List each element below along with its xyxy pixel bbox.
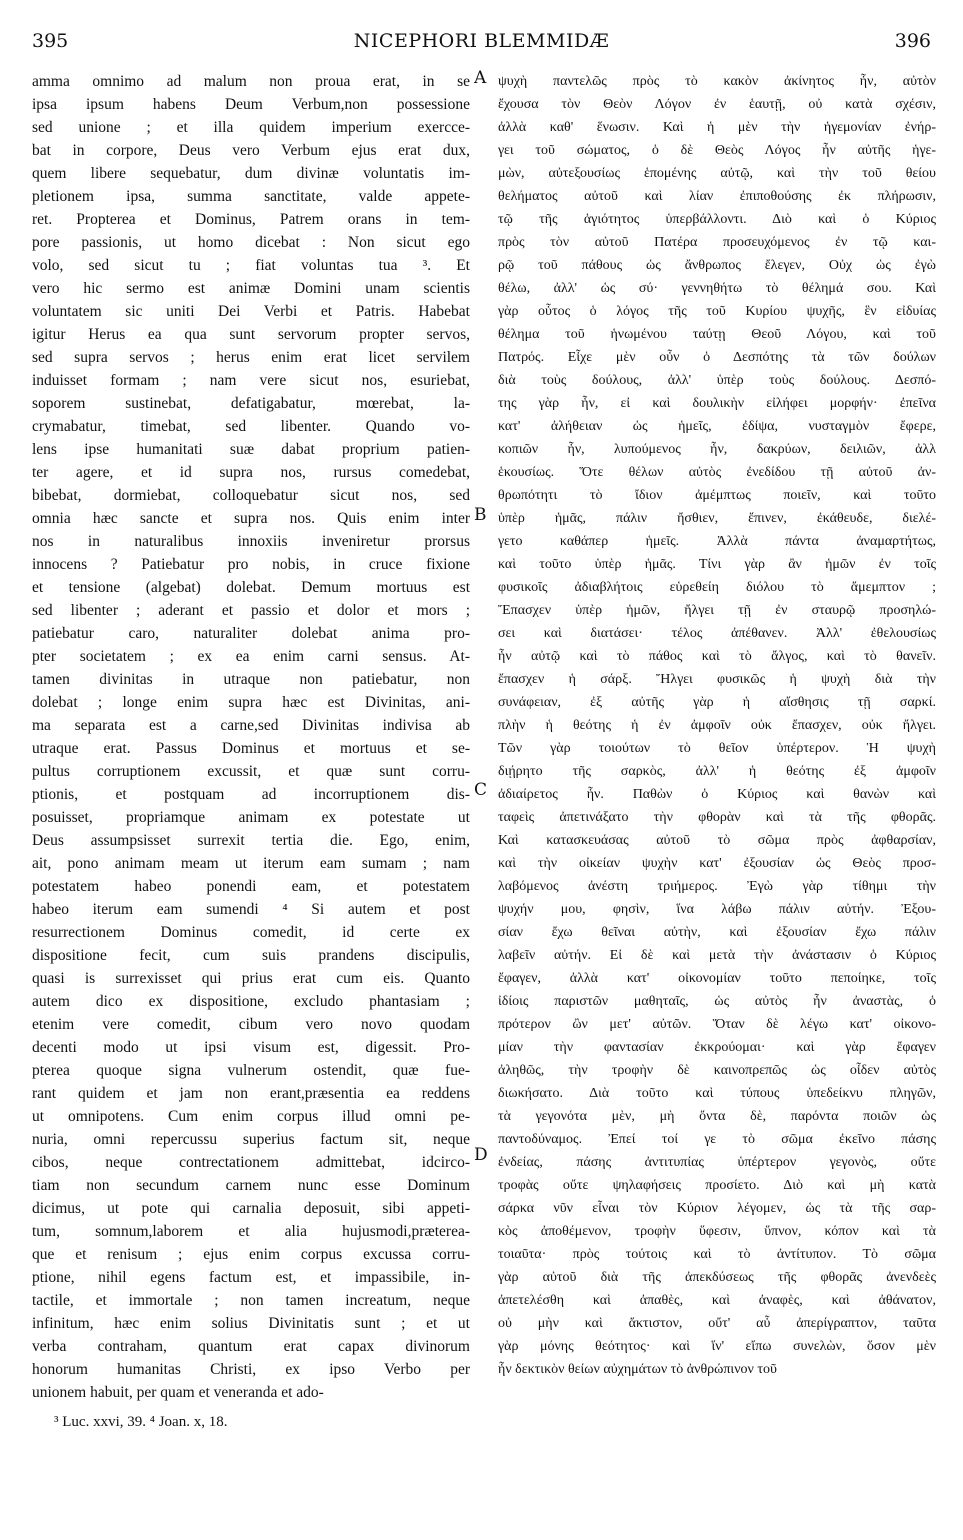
greek-text-line: διωκήσατο. Διὰ τοῦτο καὶ τύπους ὑπεδείκνυ πληγῶν, — [498, 1086, 936, 1101]
greek-text-line: καὶ τὴν οἰκείαν ψυχὴν κατ' ἐξουσίαν ὡς Θεὸς προσ- — [498, 856, 936, 871]
greek-text-line: ἀπετελέσθη καὶ ἀπαθὲς, καὶ ἀναφὲς, καὶ ἀθάνατον, — [498, 1293, 936, 1308]
latin-text-line: honorum humanitas Christi, ex ipso Verbo per — [32, 1361, 470, 1378]
greek-text-line: σίαν ἔχω θεῖναι αὐτὴν, καὶ ἐξουσίαν ἔχω πάλιν — [498, 925, 936, 940]
greek-text-line: σει καὶ διατάσει· τέλος ἀπέθανεν. Ἀλλ' ἐθελουσίως — [498, 626, 936, 641]
greek-text-line: Τῶν γὰρ τοιούτων τὸ θεῖον ὑπέρτερον. Ἡ ψυχὴ — [498, 741, 936, 756]
latin-text-line: quasi is surrexisset qui prius erat cum eis. Quanto — [32, 970, 470, 987]
section-marker-a: A — [474, 68, 487, 88]
running-title: NICEPHORI BLEMMIDÆ — [353, 30, 610, 52]
greek-text-line: ἔφαγεν, ἀλλὰ κατ' οἰκονομίαν τοῦτο πεποίηκε, τοῖς — [498, 971, 936, 986]
latin-text-line: tiam non secundum carnem nunc esse Dominum — [32, 1177, 470, 1194]
latin-text-line: autem dico ex dispositione, excludo phantasiam ; — [32, 993, 470, 1010]
latin-text-line: Deus assumpsisset surrexit tertia die. Ego, enim, — [32, 832, 470, 849]
latin-text-line: et tensione (algebat) dolebat. Demum mortuus est — [32, 579, 470, 596]
greek-text-line: Πατρός. Εἶχε μὲν οὖν ὁ Δεσπότης τὰ τῶν δούλων — [498, 350, 936, 365]
greek-text-line: κατ' ἀλήθειαν ὡς ἡμεῖς, ἐδίψα, νυσταγμὸν ἔφερε, — [498, 419, 936, 434]
latin-text-line: dicimus, ut pote qui carnalia deposuit, sibi appeti- — [32, 1200, 470, 1217]
latin-text-line: pultus corruptionem excussit, et quæ sunt corru- — [32, 763, 470, 780]
greek-text-line: διὰ τοὺς δούλους, ἀλλ' ὑπὲρ τοὺς δούλους. Δεσπό- — [498, 373, 936, 388]
latin-text-line: bibebat, dormiebat, colloquebatur sicut nos, sed — [32, 487, 470, 504]
latin-text-line: voluntatem sic uniti Dei Verbi et Patris. Habebat — [32, 303, 470, 320]
latin-text-line: tactile, et immortale ; non tamen increatum, neque — [32, 1292, 470, 1309]
latin-text-line: ait, pono animam meam ut iterum eam sumam ; nam — [32, 855, 470, 872]
greek-text-line: ἐνδείας, πάσης ἀντιτυπίας ὑπέρτερον γεγονὸς, οὔτε — [498, 1155, 936, 1170]
latin-text-line: volo, sed sicut tu ; fiat voluntas tua ³. Et — [32, 257, 470, 274]
latin-text-line: ret. Propterea et Dominus, Patrem orans in tem- — [32, 211, 470, 228]
latin-text-line: cibos, neque contrectationem admittebat, idcirco- — [32, 1154, 470, 1171]
greek-text-line: πλὴν ἡ θεότης ἡ ἐν ἀμφοῖν οὐκ ἔπασχεν, οὐκ ἤλγει. — [498, 718, 936, 733]
latin-text-line: induisset formam ; nam vere sicut nos, esuriebat, — [32, 372, 470, 389]
greek-text-line: ὑπὲρ ἡμᾶς, πάλιν ἤσθιεν, ἔπινεν, ἐκάθευδε, διελέ- — [498, 511, 936, 526]
latin-column — [32, 70, 470, 1404]
latin-text-line: igitur Herus ea qua sunt servorum propter servos, — [32, 326, 470, 343]
greek-text-line: ἰδίοις παριστῶν μαθηταῖς, ὡς αὐτὸς ἦν ἀναστὰς, ὁ — [498, 994, 936, 1009]
greek-text-line: Καὶ κατασκευάσας αὐτοῦ τὸ σῶμα πρὸς ἀφθαρσίαν, — [498, 833, 936, 848]
latin-text-line: habeo iterum eam sumendi ⁴ Si autem et post — [32, 901, 470, 918]
greek-text-line: συνάφειαν, ἐξ αὐτῆς γὰρ ἡ αἴσθησις τῇ σαρκί. — [498, 695, 936, 710]
greek-text-line: ἔπασχεν ἡ σάρξ. Ἤλγει φυσικῶς ἡ ψυχὴ διὰ τὴν — [498, 672, 936, 687]
greek-text-line: γει τοῦ σώματος, ὁ δὲ Θεὸς Λόγος ἦν αὐτῆς ἡγε- — [498, 143, 936, 158]
latin-text-line: ter agere, et id supra nos, rursus comedebat, — [32, 464, 470, 481]
greek-text-line: ψυχήν μου, φησὶν, ἵνα λάβω πάλιν αὐτήν. Ἐξου- — [498, 902, 936, 917]
latin-text-line: amma omnimo ad malum non proua erat, in se — [32, 73, 470, 90]
greek-text-line: κὸς ἀποθέμενον, τροφὴν ὕφεσιν, ὕπνον, κόπον καὶ τὰ — [498, 1224, 936, 1239]
latin-text-line: que et renisum ; ejus enim corpus excussa corru- — [32, 1246, 470, 1263]
right-page-number: 396 — [894, 30, 931, 52]
greek-text-line: διῄρητο τῆς σαρκὸς, ἀλλ' ἡ θεότης ἐξ ἀμφοῖν — [498, 764, 936, 779]
latin-text-line: innocens ? Patiebatur pro nobis, in cruce fixione — [32, 556, 470, 573]
greek-text-line: πρότερον ὢν μετ' αὐτῶν. Ὅταν δὲ λέγω κατ' οἰκονο- — [498, 1017, 936, 1032]
greek-text-line: γὰρ αὐτοῦ διὰ τῆς ἀπεκδύσεως τῆς φθορᾶς ἀνενδεὲς — [498, 1270, 936, 1285]
greek-text-line: θέλω, ἀλλ' ὡς σύ· γεννηθήτω τὸ θέλημά σου. Καὶ — [498, 281, 936, 296]
latin-text-line: ipsa ipsum habens Deum Verbum,non possessione — [32, 96, 470, 113]
greek-text-line: ἀληθῶς, τὴν τροφὴν δὲ καινοπρεπῶς ὡς οἶδεν αὐτὸς — [498, 1063, 936, 1078]
greek-text-line: ἦν αὐτῷ καὶ τὸ πάθος καὶ τὸ ἄλγος, καὶ τὸ θανεῖν. — [498, 649, 936, 664]
latin-text-line: unionem habuit, per quam et veneranda et ado- — [32, 1384, 324, 1401]
greek-text-line: ἑκουσίως. Ὅτε θέλων αὐτὸς ἐνεδίδου τῇ αὐτοῦ ἀν- — [498, 465, 936, 480]
greek-text-line: θρωπότητι τὸ ἴδιον ἀμέμπτως ποιεῖν, καὶ τοῦτο — [498, 488, 936, 503]
latin-text-line: tamen divinitas in utraque non patiebatur, non — [32, 671, 470, 688]
greek-text-line: λαβεῖν αὐτήν. Εἰ δὲ καὶ μετὰ τὴν ἀνάστασιν ὁ Κύριος — [498, 948, 936, 963]
greek-text-line: παντοδύναμος. Ἐπεί τοί γε τὸ σῶμα ἐκεῖνο πάσης — [498, 1132, 936, 1147]
section-marker-c: C — [474, 780, 488, 800]
running-header — [32, 30, 931, 58]
greek-text-line: θέλημα τοῦ ἡνωμένου ταύτῃ Θεοῦ Λόγου, καὶ τοῦ — [498, 327, 936, 342]
greek-text-line: τοιαῦτα· πρὸς τούτοις καὶ τὸ ἀντίτυπον. Τὸ σῶμα — [498, 1247, 936, 1262]
left-page-number: 395 — [32, 30, 69, 52]
latin-text-line: rant quidem et jam non erant,præsentia ea reddens — [32, 1085, 470, 1102]
greek-text-line: γὰρ μόνης θεότητος· καὶ ἵν' εἴπω συνελὼν, ὅσον μὲν — [498, 1339, 936, 1354]
latin-text-line: utraque erat. Passus Dominus et mortuus et se- — [32, 740, 470, 757]
greek-text-line: γετο καθάπερ ἡμεῖς. Ἀλλὰ πάντα ἀναμαρτήτως, — [498, 534, 936, 549]
latin-text-line: potestatem habeo ponendi eam, et potestatem — [32, 878, 470, 895]
latin-text-line: pletionem ipsa, summa sanctitate, valde appete- — [32, 188, 470, 205]
greek-text-line: κοπιῶν ἦν, λυπούμενος ἦν, δακρύων, δειλιῶν, ἀλλ — [498, 442, 936, 457]
latin-text-line: decenti modo ut ipsi visum est, digessit. Pro- — [32, 1039, 470, 1056]
greek-text-line: ταφεὶς ἀπετινάξατο τὴν φθορὰν καὶ τὰ τῆς φθορᾶς. — [498, 810, 936, 825]
latin-text-line: resurrectionem Dominus comedit, id certe ex — [32, 924, 470, 941]
latin-text-line: patiebatur caro, naturaliter dolebat anima pro- — [32, 625, 470, 642]
latin-text-line: ut omnipotens. Cum enim corpus illud omni pe- — [32, 1108, 470, 1125]
section-marker-b: B — [474, 505, 487, 525]
greek-column — [498, 70, 936, 1381]
latin-text-line: nuria, omni repercussu superius factum sit, neque — [32, 1131, 470, 1148]
section-marker-d: D — [474, 1145, 488, 1165]
latin-text-line: soporem sustinebat, defatigabatur, mœrebat, la- — [32, 395, 470, 412]
footnotes: ³ Luc. xxvi, 39. ⁴ Joan. x, 18. — [54, 1414, 228, 1430]
greek-text-line: μίαν τὴν φαντασίαν ἐκκρούομαι· καὶ γὰρ ἔφαγεν — [498, 1040, 936, 1055]
greek-text-line: σάρκα νῦν εἶναι τὸν Κύριον λέγομεν, ὡς τὰ τῆς σαρ- — [498, 1201, 936, 1216]
greek-text-line: φυσικοῖς ἀδιαβλήτοις εὑρεθείη διόλου τὸ ἄμεμπτον ; — [498, 580, 936, 595]
latin-text-line: vero hic sermo est animæ Domini unam scientis — [32, 280, 470, 297]
latin-text-line: ptionis, et postquam ad incorruptionem dis- — [32, 786, 470, 803]
latin-text-line: infinitum, hæc enim solius Divinitatis sunt ; et ut — [32, 1315, 470, 1332]
latin-text-line: dispositione fecit, cum suis prandens discipulis, — [32, 947, 470, 964]
greek-text-line: πρὸς τὸν αὐτοῦ Πατέρα προσευχόμενος ἐν τῷ και- — [498, 235, 936, 250]
greek-text-line: γὰρ οὗτος ὁ λόγος τῆς τοῦ Κυρίου ψυχῆς, ἓν εἰδυίας — [498, 304, 936, 319]
latin-text-line: ma separata est a carne,sed Divinitas indivisa ab — [32, 717, 470, 734]
latin-text-line: sed supra servos ; herus enim erat licet servilem — [32, 349, 470, 366]
latin-text-line: pore passionis, ut homo dicebat : Non sicut ego — [32, 234, 470, 251]
greek-text-line: καὶ τοῦτο ὑπὲρ ἡμᾶς. Τίνι γὰρ ἂν ἡμῶν ἐν τοῖς — [498, 557, 936, 572]
latin-text-line: sed unione ; et illa quidem imperium exercce- — [32, 119, 470, 136]
latin-text-line: bat in corpore, Deus vero Verbum ejus erat dux, — [32, 142, 470, 159]
greek-text-line: ἦν δεκτικὸν θείων αὐχημάτων τὸ ἀνθρώπινον τοῦ — [498, 1362, 777, 1377]
greek-text-line: ἀλλὰ καθ' ἕνωσιν. Καὶ ἡ μὲν τὴν ἡγεμονίαν ἐνήρ- — [498, 120, 936, 135]
latin-text-line: tum, somnum,laborem et alia hujusmodi,præterea- — [32, 1223, 470, 1240]
latin-text-line: pter societatem ; ex ea enim carni sensus. At- — [32, 648, 470, 665]
greek-text-line: τὰ γεγονότα μὲν, μὴ ὄντα δὲ, παρόντα ποιῶν ὡς — [498, 1109, 936, 1124]
latin-text-line: crymabatur, timebat, sed libenter. Quando vo- — [32, 418, 470, 435]
latin-text-line: verba contraham, quantum erat capax divinorum — [32, 1338, 470, 1355]
latin-text-line: ptione, nihil egens factum est, et impassibile, in- — [32, 1269, 470, 1286]
greek-text-line: ρῷ τοῦ πάθους ὡς ἄνθρωπος ἔλεγεν, Οὐχ ὡς ἐγὼ — [498, 258, 936, 273]
latin-text-line: posuisset, propriamque animam ex potestate ut — [32, 809, 470, 826]
greek-text-line: ἀδιαίρετος ἦν. Παθὼν ὁ Κύριος καὶ θανὼν καὶ — [498, 787, 936, 802]
latin-text-line: dolebat ; longe enim supra hæc est Divinitas, ani- — [32, 694, 470, 711]
greek-text-line: μὼν, αὐτεξουσίως ἑπομένης αὐτῷ, καὶ τὴν τοῦ θείου — [498, 166, 936, 181]
greek-text-line: τῷ τῆς ἁγιότητος ὑπερβάλλοντι. Διὸ καὶ ὁ Κύριος — [498, 212, 936, 227]
latin-text-line: nos in naturalibus innoxiis inveniretur prorsus — [32, 533, 470, 550]
latin-text-line: sed libenter ; aderant et passio et dolor et mors ; — [32, 602, 470, 619]
latin-text-line: omnia hæc sancte et supra nos. Quis enim inter — [32, 510, 470, 527]
latin-text-line: pterea quoque signa vulnerum ostendit, quæ fue- — [32, 1062, 470, 1079]
greek-text-line: θελήματος αὐτοῦ καὶ λίαν ἐπιποθούσης ἐκ πλήρωσιν, — [498, 189, 936, 204]
greek-text-line: ἔχουσα τὸν Θεὸν Λόγον ἐν ἑαυτῇ, οὐ κατὰ σχέσιν, — [498, 97, 936, 112]
greek-text-line: τροφὰς οὔτε ψηλαφήσεις προσίετο. Διὸ καὶ μὴ κατὰ — [498, 1178, 936, 1193]
greek-text-line: της γὰρ ἦν, εἰ καὶ δουλικὴν εἰλήφει μορφήν· ἐπεῖνα — [498, 396, 936, 411]
latin-text-line: etenim vere comedit, cibum vero novo quodam — [32, 1016, 470, 1033]
greek-text-line: οὐ μὴν καὶ ἄκτιστον, οὔτ' αὖ ἀπερίγραπτον, ταῦτα — [498, 1316, 936, 1331]
latin-text-line: quem libere sequebatur, dum divinæ voluntatis im- — [32, 165, 470, 182]
latin-text-line: lens ipse humanitati suæ dabat proprium patien- — [32, 441, 470, 458]
greek-text-line: ψυχὴ παντελῶς πρὸς τὸ κακὸν ἀκίνητος ἦν, αὐτὸν — [498, 74, 936, 89]
greek-text-line: λαβόμενος ἀνέστη τριήμερος. Ἐγὼ γὰρ τίθημι τὴν — [498, 879, 936, 894]
greek-text-line: Ἔπασχεν ὑπὲρ ἡμῶν, ἤλγει τῇ ἐν σταυρῷ προσηλώ- — [498, 603, 936, 618]
